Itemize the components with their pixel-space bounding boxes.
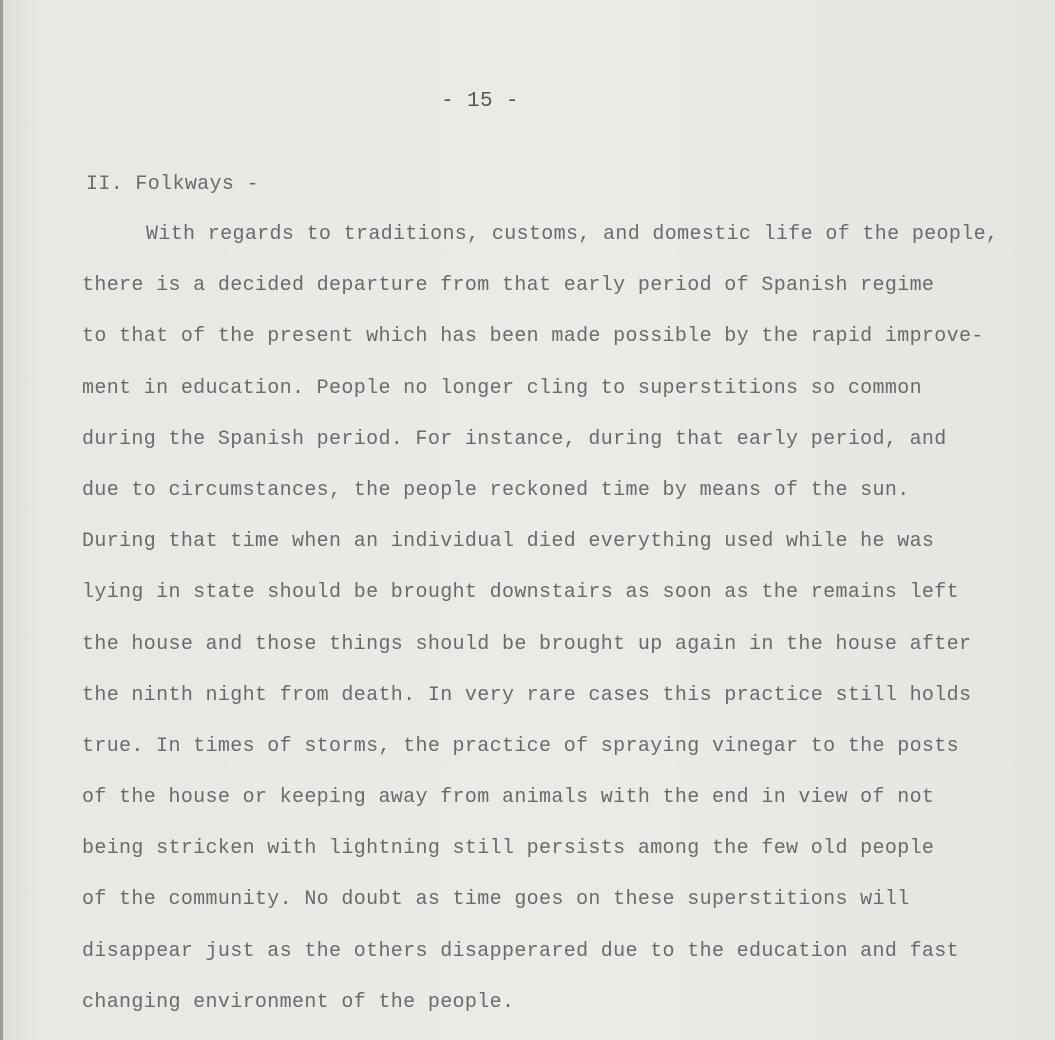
- paragraph-line: of the house or keeping away from animals with the end in view of not: [82, 786, 935, 810]
- paragraph-line: there is a decided departure from that early period of Spanish regime: [82, 274, 935, 298]
- paragraph-line: due to circumstances, the people reckoned time by means of the sun.: [82, 478, 910, 502]
- paragraph-line: the ninth night from death. In very rare cases this practice still holds: [82, 683, 972, 707]
- paragraph-line: of the community. No doubt as time goes on these superstitions will: [82, 888, 910, 912]
- paragraph-line: disappear just as the others disapperared due to the education and fast: [82, 939, 959, 963]
- paragraph-line: lying in state should be brought downstairs as soon as the remains left: [82, 581, 959, 605]
- page-number: - 15 -: [441, 90, 519, 113]
- paragraph-line: With regards to traditions, customs, and domestic life of the people,: [146, 223, 999, 246]
- paragraph-line: to that of the present which has been made possible by the rapid improve-: [82, 325, 984, 349]
- paragraph-line: being stricken with lightning still persists among the few old people: [82, 837, 935, 861]
- paragraph-line: the house and those things should be brought up again in the house after: [82, 632, 972, 656]
- paragraph-line: ment in education. People no longer cling to superstitions so common: [82, 376, 922, 400]
- paragraph-line: changing environment of the people.: [82, 990, 515, 1014]
- paragraph-line: true. In times of storms, the practice of spraying vinegar to the posts: [82, 734, 959, 758]
- paragraph-line: During that time when an individual died everything used while he was: [82, 530, 935, 554]
- paragraph-line: during the Spanish period. For instance, during that early period, and: [82, 427, 947, 451]
- paragraph: [82, 222, 998, 1040]
- page-edge-shadow: [0, 0, 3, 1040]
- section-heading: II. Folkways -: [86, 173, 259, 196]
